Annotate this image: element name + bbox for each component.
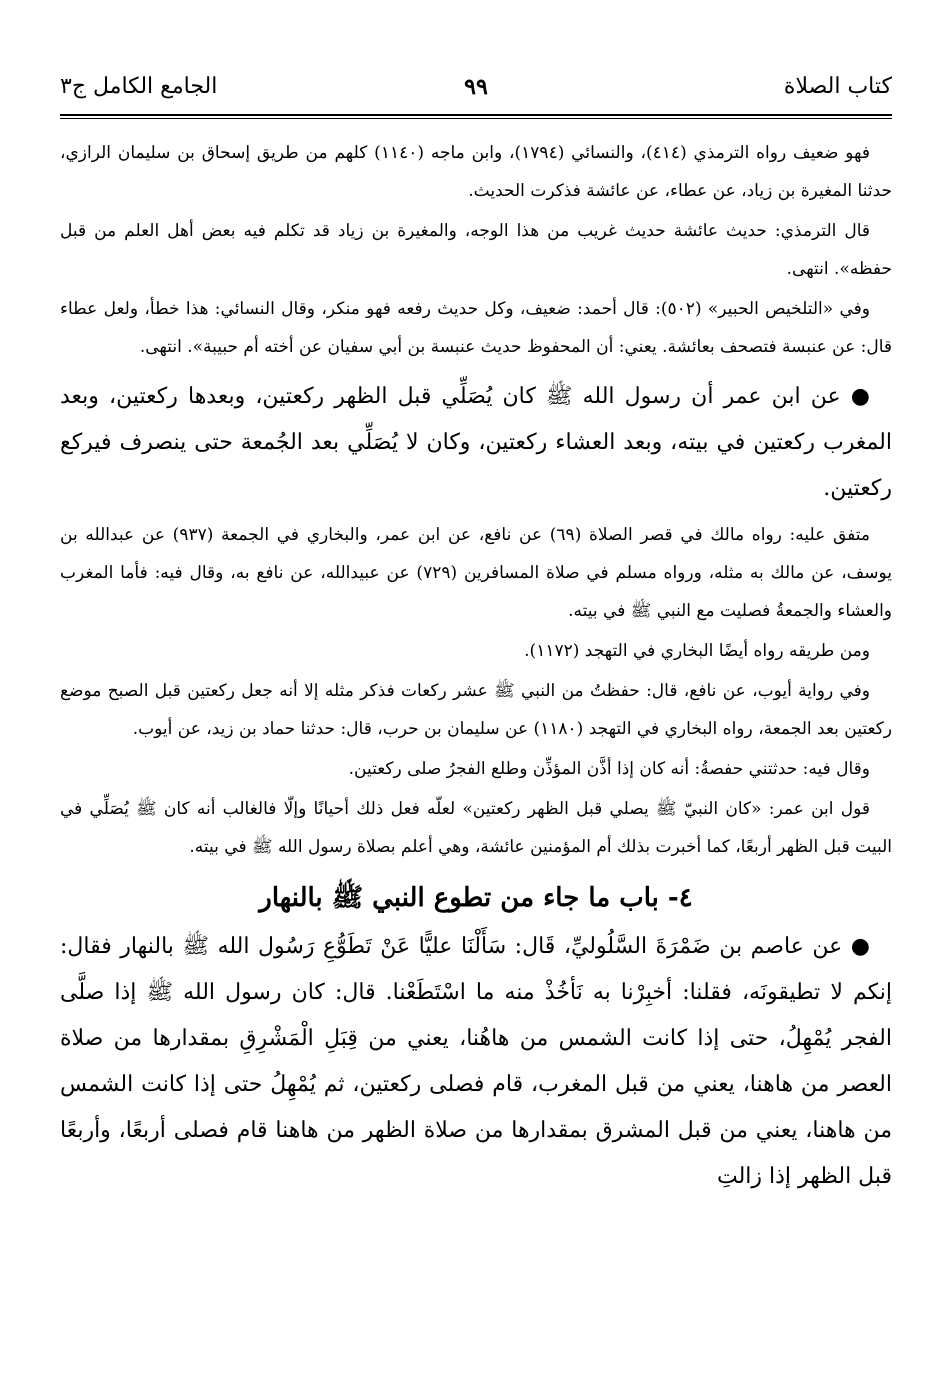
book-title: الجامع الكامل ج٣ [60, 74, 218, 99]
running-header [60, 74, 892, 114]
hadith-text: ● عن عاصم بن ضَمْرَةَ السَّلُوليِّ، قَال: سَأَلْنَا عليًّا عَنْ تَطَوُّعِ رَسُول الله ﷺ بالنهار فقال: إنكم لا تطيقونَه، فقلنا: أخبِرْنا به نَأخُذْ منه ما اسْتَطَعْنا. قال: كان رسول الله ﷺ إذا صلَّى الفجر يُمْهِلُ، حتى إذا كانت الشمس من هاهُنا، يعني من قِبَلِ الْمَشْرِقِ بمقدارها من صلاة العصر من هاهنا، يعني من قبل المغرب، قام فصلى ركعتين، ثم يُمْهِلُ حتى إذا كانت الشمس من هاهنا، يعني من قبل المشرق بمقدارها من صلاة الظهر من هاهنا قام فصلى أربعًا، وأربعًا قبل الظهر إذا زالتِ [60, 934, 892, 1189]
book-section-title: كتاب الصلاة [783, 74, 892, 99]
commentary-paragraph: وفي «التلخيص الحبير» (٥٠٢): قال أحمد: ضعيف، وكل حديث رفعه فهو منكر، وقال النسائي: هذا خطأ، ولعل عطاء قال: عن عنبسة فتصحف بعائشة. يعني: أن المحفوظ حديث عنبسة بن أبي سفيان عن أخته أم حبيبة». انتهى. [60, 299, 892, 357]
page-body [60, 134, 892, 1200]
commentary-paragraph: وفي رواية أيوب، عن نافع، قال: حفظتُ من النبي ﷺ عشر ركعات فذكر مثله إلا أنه جعل ركعتين قبل الصبح موضع ركعتين بعد الجمعة، رواه البخاري في التهجد (١١٨٠) عن سليمان بن حرب، قال: حدثنا حماد بن زيد، عن أيوب. [60, 681, 892, 739]
commentary-paragraph: ومن طريقه رواه أيضًا البخاري في التهجد (١١٧٢). [524, 641, 870, 661]
commentary-paragraph: فهو ضعيف رواه الترمذي (٤١٤)، والنسائي (١٧٩٤)، وابن ماجه (١١٤٠) كلهم من طريق إسحاق بن سليمان الرازي، حدثنا المغيرة بن زياد، عن عطاء، عن عائشة فذكرت الحديث. [60, 143, 892, 201]
commentary-paragraph: قول ابن عمر: «كان النبيّ ﷺ يصلي قبل الظهر ركعتين» لعلّه فعل ذلك أحيانًا وإلّا فالغالب أنه كان ﷺ يُصَلِّي في البيت قبل الظهر أربعًا، كما أخبرت بذلك أم المؤمنين عائشة، وهي أعلم بصلاة رسول الله ﷺ في بيته. [60, 799, 892, 857]
commentary-paragraph: وقال فيه: حدثتني حفصةُ: أنه كان إذا أذَّن المؤذِّن وطلع الفجرُ صلى ركعتين. [348, 759, 870, 779]
header-rule-thin [60, 118, 892, 119]
hadith-text: ● عن ابن عمر أن رسول الله ﷺ كان يُصَلِّي قبل الظهر ركعتين، وبعدها ركعتين، وبعد المغرب ركعتين في بيته، وبعد العشاء ركعتين، وكان لا يُصَلِّي بعد الجُمعة حتى ينصرف فيركع ركعتين. [60, 384, 892, 501]
chapter-heading: ٤- باب ما جاء من تطوع النبي ﷺ بالنهار [259, 883, 693, 913]
header-rule-thick [60, 114, 892, 116]
page-number: ٩٩ [464, 74, 488, 100]
commentary-paragraph: متفق عليه: رواه مالك في قصر الصلاة (٦٩) عن نافع، عن ابن عمر، والبخاري في الجمعة (٩٣٧) عن عبدالله بن يوسف، عن مالك به مثله، ورواه مسلم في صلاة المسافرين (٧٢٩) عن عبيدالله، عن نافع به، وقال فيه: فأما المغرب والعشاء والجمعةُ فصليت مع النبي ﷺ في بيته. [60, 525, 893, 621]
commentary-paragraph: قال الترمذي: حديث عائشة حديث غريب من هذا الوجه، والمغيرة بن زياد قد تكلم فيه بعض أهل العلم من قبل حفظه». انتهى. [60, 221, 892, 279]
